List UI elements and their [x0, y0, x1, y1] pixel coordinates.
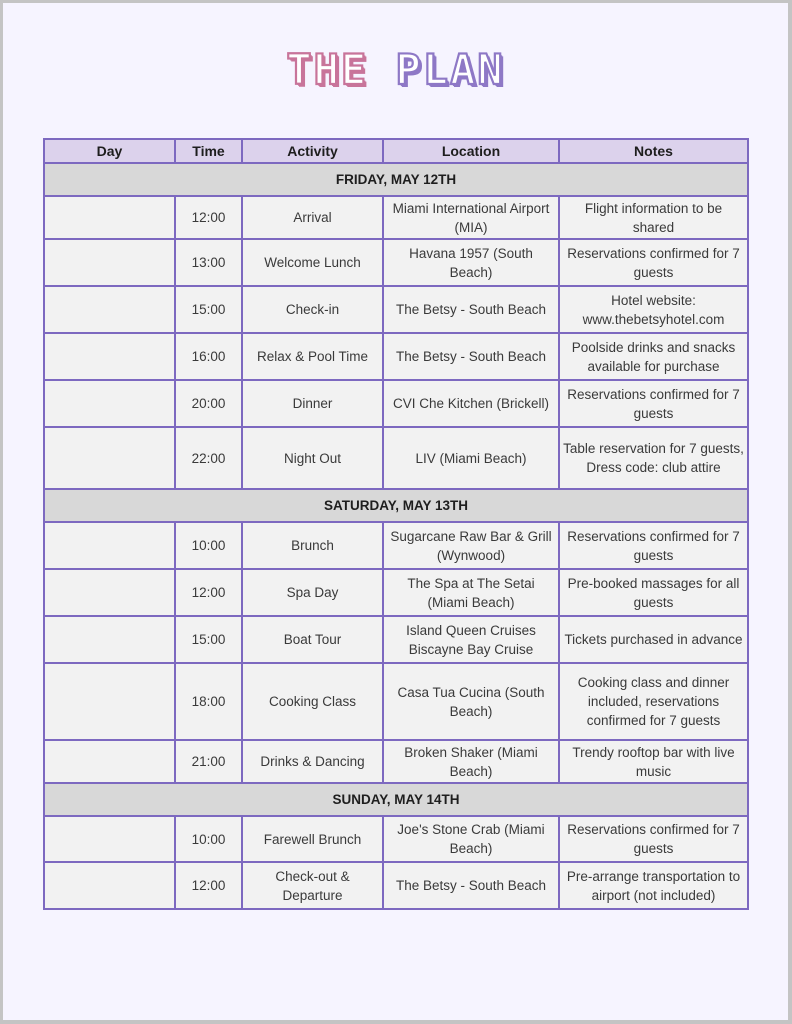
day-label: SUNDAY, MAY 14TH — [44, 783, 748, 816]
cell-activity: Check-in — [242, 286, 383, 333]
day-band-saturday — [44, 489, 748, 522]
cell-activity: Check-out & Departure — [242, 862, 383, 909]
cell-location: The Betsy - South Beach — [383, 862, 559, 909]
cell-activity: Drinks & Dancing — [242, 740, 383, 783]
cell-activity: Night Out — [242, 427, 383, 489]
header-row — [44, 139, 748, 163]
cell-location: Miami International Airport (MIA) — [383, 196, 559, 239]
table-row — [44, 740, 748, 783]
cell-day — [44, 616, 175, 663]
title-part-the: THE — [286, 45, 369, 94]
cell-day — [44, 196, 175, 239]
cell-notes: Reservations confirmed for 7 guests — [559, 816, 748, 862]
cell-day — [44, 862, 175, 909]
cell-notes: Pre-booked massages for all guests — [559, 569, 748, 616]
table-row — [44, 380, 748, 427]
cell-time: 21:00 — [175, 740, 242, 783]
cell-location: Havana 1957 (South Beach) — [383, 239, 559, 286]
page — [3, 3, 788, 1020]
day-label: SATURDAY, MAY 13TH — [44, 489, 748, 522]
title-part-plan: PLAN — [395, 45, 505, 94]
cell-location: The Spa at The Setai (Miami Beach) — [383, 569, 559, 616]
day-band-sunday — [44, 783, 748, 816]
cell-day — [44, 740, 175, 783]
table-row — [44, 196, 748, 239]
cell-time: 15:00 — [175, 616, 242, 663]
cell-time: 18:00 — [175, 663, 242, 740]
cell-activity: Boat Tour — [242, 616, 383, 663]
cell-location: Sugarcane Raw Bar & Grill (Wynwood) — [383, 522, 559, 569]
cell-day — [44, 286, 175, 333]
cell-day — [44, 816, 175, 862]
cell-time: 12:00 — [175, 569, 242, 616]
cell-notes: Poolside drinks and snacks available for purchase — [559, 333, 748, 380]
cell-time: 16:00 — [175, 333, 242, 380]
table-row — [44, 616, 748, 663]
cell-activity: Relax & Pool Time — [242, 333, 383, 380]
day-band-friday — [44, 163, 748, 196]
cell-time: 13:00 — [175, 239, 242, 286]
cell-notes: Table reservation for 7 guests, Dress code: club attire — [559, 427, 748, 489]
cell-notes: Pre-arrange transportation to airport (not included) — [559, 862, 748, 909]
cell-day — [44, 663, 175, 740]
table-row — [44, 522, 748, 569]
cell-notes: Flight information to be shared — [559, 196, 748, 239]
cell-activity: Farewell Brunch — [242, 816, 383, 862]
cell-time: 15:00 — [175, 286, 242, 333]
table-row — [44, 569, 748, 616]
cell-time: 10:00 — [175, 522, 242, 569]
cell-location: Joe's Stone Crab (Miami Beach) — [383, 816, 559, 862]
page-title — [3, 45, 788, 95]
header-time: Time — [175, 139, 242, 163]
cell-notes: Reservations confirmed for 7 guests — [559, 522, 748, 569]
cell-location: LIV (Miami Beach) — [383, 427, 559, 489]
cell-notes: Reservations confirmed for 7 guests — [559, 380, 748, 427]
cell-day — [44, 380, 175, 427]
cell-notes: Cooking class and dinner included, reservations confirmed for 7 guests — [559, 663, 748, 740]
header-day: Day — [44, 139, 175, 163]
cell-notes: Hotel website: www.thebetsyhotel.com — [559, 286, 748, 333]
cell-day — [44, 522, 175, 569]
table-row — [44, 239, 748, 286]
cell-location: Broken Shaker (Miami Beach) — [383, 740, 559, 783]
cell-time: 12:00 — [175, 196, 242, 239]
cell-day — [44, 333, 175, 380]
itinerary-table — [43, 138, 749, 910]
cell-day — [44, 569, 175, 616]
cell-time: 22:00 — [175, 427, 242, 489]
cell-notes: Trendy rooftop bar with live music — [559, 740, 748, 783]
header-notes: Notes — [559, 139, 748, 163]
cell-activity: Cooking Class — [242, 663, 383, 740]
table-row — [44, 286, 748, 333]
cell-activity: Arrival — [242, 196, 383, 239]
table-row — [44, 862, 748, 909]
cell-time: 10:00 — [175, 816, 242, 862]
table-row — [44, 663, 748, 740]
table-row — [44, 333, 748, 380]
cell-day — [44, 427, 175, 489]
cell-notes: Tickets purchased in advance — [559, 616, 748, 663]
cell-notes: Reservations confirmed for 7 guests — [559, 239, 748, 286]
header-activity: Activity — [242, 139, 383, 163]
cell-activity: Welcome Lunch — [242, 239, 383, 286]
header-location: Location — [383, 139, 559, 163]
cell-location: Casa Tua Cucina (South Beach) — [383, 663, 559, 740]
cell-activity: Brunch — [242, 522, 383, 569]
cell-time: 20:00 — [175, 380, 242, 427]
cell-activity: Dinner — [242, 380, 383, 427]
cell-location: The Betsy - South Beach — [383, 333, 559, 380]
cell-day — [44, 239, 175, 286]
table-row — [44, 427, 748, 489]
cell-activity: Spa Day — [242, 569, 383, 616]
cell-time: 12:00 — [175, 862, 242, 909]
table-row — [44, 816, 748, 862]
cell-location: Island Queen Cruises Biscayne Bay Cruise — [383, 616, 559, 663]
day-label: FRIDAY, MAY 12TH — [44, 163, 748, 196]
cell-location: The Betsy - South Beach — [383, 286, 559, 333]
cell-location: CVI Che Kitchen (Brickell) — [383, 380, 559, 427]
